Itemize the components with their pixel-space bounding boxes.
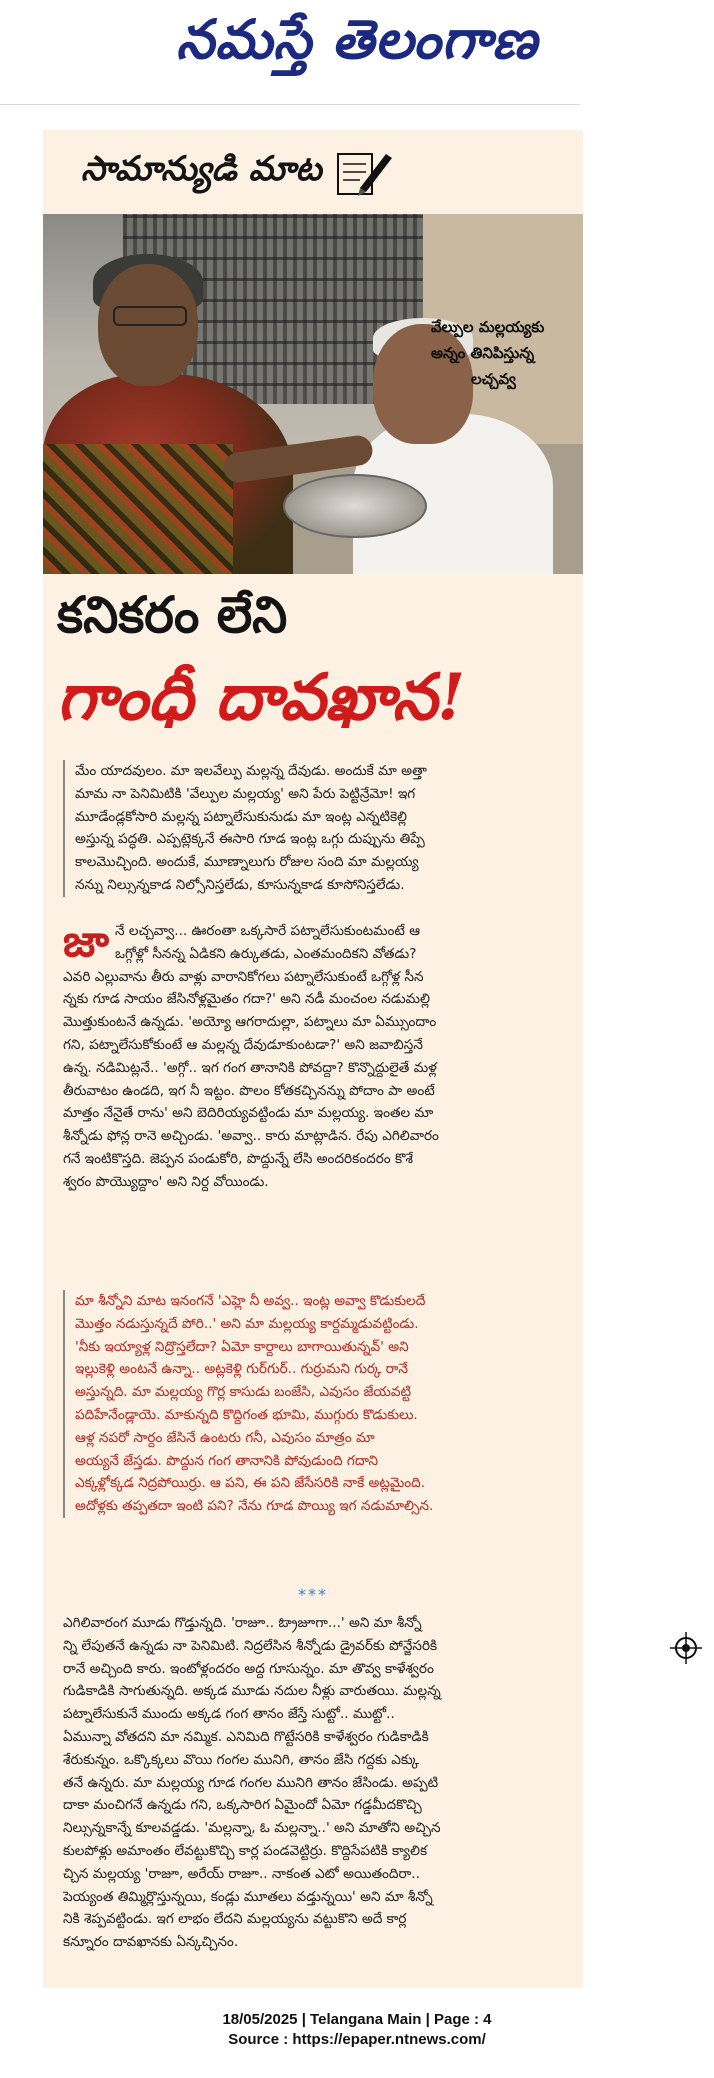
intro-paragraph: మేం యాదవులం. మా ఇలవేల్పు మల్లన్న దేవుడు. అందుకే మా అత్తా మామ నా పెనిమిటికి 'వేల్పుల మల్లయ్య' అని పేరు పెట్టిన్రేమో! ఇగ మూడేండ్లకోసారి మల్లన్న పట్నాలేసుకునుడు మా ఇంట్ల ఎన్నటికెల్లి అస్తున్న పద్ధతి. ఎప్పట్లెక్కనే ఈసారి గూడ ఇంట్ల ఒగ్గు దుప్పును తిప్పే కాలమొచ్చింది. అందుకే, మూణ్నాలుగు రోజుల సంది మా మల్లయ్య నన్ను నిల్సున్నకాడ నిల్సోనిస్తలేడు, కూసున్నకాడ కూసోనిస్తలేడు. [63, 760, 561, 897]
page-footer [0, 2010, 714, 2050]
headline-line-1: కనికరం లేని [57, 585, 288, 644]
source-link[interactable]: Source : https://epaper.ntnews.com/ [228, 2031, 486, 2048]
news-photo [43, 214, 583, 574]
newspaper-title: నమస్తే తెలంగాణ [176, 7, 538, 71]
photo-caption: వేల్పుల మల్లయ్యకు అన్నం తినిపిస్తున్న లచ్చవ్వ [431, 318, 545, 388]
trip-paragraph: ఎగిలివారంగ మూడు గొడ్తున్నది. 'రాజూ.. ఓ్రాజూగా...' అని మా శీన్నో న్ని లేపుతనే ఉన్నడు నా పెనిమిటి. నిద్రలేసిన శీన్నోడు డ్రైవర్‌కు పోన్జేసరికి రానే అచ్చింది కారు. ఇంటోళ్లందరం అద్ద గూసున్నం. మా తొవ్వ కాళేశ్వరం గుడికాడికి సాగుతున్నది. అక్కడ మూడు నదుల నీళ్లు వారుతయి. మల్లన్న పట్నాలేసుకునే ముందు అక్కడ గంగ తానం జేస్తే సుట్టో.. ముట్టో.. ఏమున్నా వోతదని మా నమ్మిక. ఎనిమిది గొట్టేసరికి కాళేశ్వరం గుడికాడికి శేరుకున్నం. ఒక్కొక్కలు వొయి గంగల మునిగి, తానం జేసి గద్దకు ఎక్కు తనే ఉన్నరు. మా మల్లయ్య గూడ గంగల మునిగి తానం జేసిండు. అప్పటి దాకా మంచిగనే ఉన్నడు గని, ఒక్కసారిగ ఏమైందో ఏమో గడ్డమీదకొచ్చి నిల్సున్నకాన్నే కూలవడ్డడు. 'మల్లన్నా, ఓ మల్లన్నా..' అని మాతోని అచ్చిన కులపోళ్లు అమాంతం లేవట్టుకొచ్చి కార్ల పండవెట్టిర్రు. కొద్దిసేపటికి క్యాలిక చ్చిన మల్లయ్య 'రాజూ, అరేయ్ రాజూ.. నాకంత ఎటో అయితందిరా.. పెయ్యంత తిమ్మిర్లొస్తున్నయి, కండ్లు మూతలు వడ్తున్నయి' అని మా శీన్నో నికి శెప్పవట్టిండు. ఇగ లాభం లేదని మల్లయ్యను వట్టుకొని అదే కార్ల కన్నూరం దావఖానకు ఏన్కచ్చినం. [63, 1615, 441, 1951]
story-paragraph: జా నే లచ్చవ్వా... ఊరంతా ఒక్కసారే పట్నాలేసుకుంటమంటే ఆ ఒగ్గోళ్లో సీనన్న ఏడికని ఉర్కుతడు, ఎంతమందికని వోతడు? ఎవరి ఎల్లువాను తీరు వాళ్లు వారానికోగలు పట్నాలేసుకుంటే ఒగ్గోళ్ల సీన న్నకు గూడ సాయం జేసినోళ్లమైతం గదా?' అని నడీ మంచంల నడుమల్లి మొత్తుకుంటనే ఉన్నడు. 'అయ్యో ఆగరాదుల్లా, పట్నాలు మా ఏమ్సుందాం గని, పట్నాలేసుకోకుంటే ఆ మల్లన్న దేవుడూకుంటడా?' అని జవాబిస్తనే ఉన్న. నడిమిట్లనే.. 'అగ్గో.. ఇగ గంగ తానానికి పోవద్దా? కొన్నొద్దులైతే మళ్ల తీరువాటం ఉండది, ఇగ నీ ఇట్టం. పొలం కోతకచ్చినన్ను పోదాం పా అంటే మాత్తం నేనైతే రాను' అని బెదిరియ్యవట్టిండు మా మల్లయ్య. ఇంతల మా శీన్నోడు ఫోన్ల రానె అచ్చిండు. 'అవ్వా.. కారు మాట్లాడిన. రేపు ఎగిలివారం గనే ఇంటికొస్తది. జెప్పన పండుకోరి, పొద్దున్నే లేసి అందరికందరం కొశే శ్వరం పొయ్యొద్దాం' అని నిర్ద వోయిండు. [63, 916, 439, 1190]
pen-writing-icon [336, 148, 394, 198]
section-separator: *** [298, 1585, 328, 1604]
edition-info: 18/05/2025 | Telangana Main | Page : 4 [222, 2011, 492, 2028]
registration-mark-icon [670, 1632, 702, 1664]
food-plate [283, 474, 427, 538]
masthead-divider [0, 104, 580, 105]
quote-paragraph: మా శీన్నోని మాట ఇనంగనే 'ఎహ్లె నీ అవ్వ.. ఇంట్ల అవ్వా కొడుకులదే మొత్తం నడుస్తున్నదే పోరి..' అని మా మల్లయ్య కార్దమ్మడువట్టిండు. 'నీకు ఇయ్యాళ్ల నిద్రొస్తలేదా? ఏమో కార్దాలు బాగాయితున్నవ్' అని ఇల్లుకెళ్లి అంటనే ఉన్నా.. అట్లకెళ్లి గుర్‌గుర్.. గుర్రుమని గుర్క రానే అస్తున్నది. మా మల్లయ్య గొర్ల కాసుడు బంజేసి, ఎవుసం జేయవట్టి పదిహేనేండ్లాయె. మాకున్నది కొద్దిగంత భూమి, ముగ్గురు కొడుకులు. ఆళ్ల నపరో సార్దం జేసినే ఉంటరు గనీ, ఎవుసం మాత్రం మా అయ్యనే జేస్తడు. పొద్దున గంగ తానానికి పోవుడుంది గదాని ఎక్కళ్లోక్కడ నిద్రపోయిర్రు. ఆ పని, ఈ పని జేసేసరికి నాకే అట్లమైంది. అదోళ్లకు తప్పతదా ఇంటి పని? నేను గూడ పొయ్యి ఇగ నడుమాల్సిన. [63, 1290, 561, 1518]
masthead [0, 0, 714, 92]
column-title: సామాన్యుడి మాట [81, 149, 322, 189]
column-header [81, 142, 521, 204]
drop-cap: జా [63, 916, 110, 967]
headline-line-2: గాంధీ దావఖాన! [57, 660, 466, 735]
news-clipping [43, 130, 583, 1988]
